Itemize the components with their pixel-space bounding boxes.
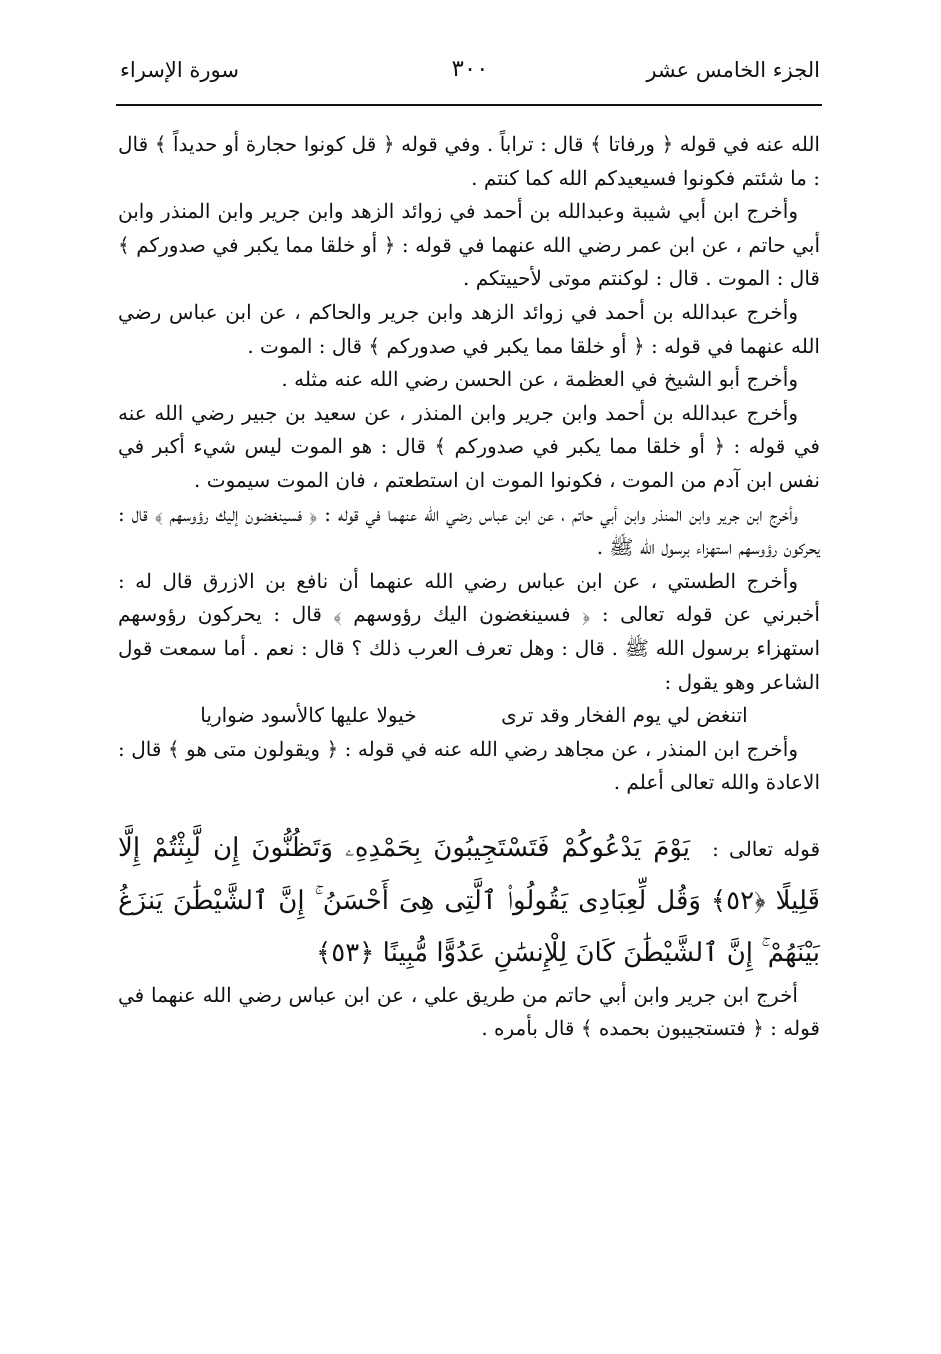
paragraph: الله عنه في قوله ﴿ ورفاتا ﴾ قال : تراباً . وفي قوله ﴿ قل كونوا حجارة أو حديداً ﴾ قال : ما شئتم فكونوا فسيعيدكم الله كما كنتم . (118, 132, 820, 190)
paragraph: أخرج ابن جرير وابن أبي حاتم من طريق علي ، عن ابن عباس رضي الله عنهما في قوله : ﴿ فتستجيبون بحمده ﴾ قال بأمره . (118, 982, 820, 1041)
poem-hemistich-1: اتنغض لي يوم الفخار وقد ترى (501, 703, 748, 728)
paragraph: وأخرج عبدالله بن أحمد وابن جرير وابن المنذر ، عن سعيد بن جبير رضي الله عنه في قوله : ﴿ أو خلقا مما يكبر في صدوركم ﴾ قال : هو الموت ليس شيء أكبر في نفس ابن آدم من الموت ، فكونوا الموت ان استطعتم ، فان الموت سيموت . (118, 400, 820, 492)
verse-text: يَوْمَ يَدْعُوكُمْ فَتَسْتَجِيبُونَ بِحَمْدِهِۦ وَتَظُنُّونَ إِن لَّبِثْتُمْ إِلَّا قَلِيلًا ﴿٥٢﴾ وَقُل لِّعِبَادِى يَقُولُوا۟ ٱلَّتِى هِىَ أَحْسَنُ ۚ إِنَّ ٱلشَّيْطَٰنَ يَنزَغُ بَيْنَهُمْ ۚ إِنَّ ٱلشَّيْطَٰنَ كَانَ لِلْإِنسَٰنِ عَدُوًّا مُّبِينًا ﴿٥٣﴾ (118, 832, 820, 968)
paragraph: وأخرج ابن المنذر ، عن مجاهد رضي الله عنه في قوله : ﴿ ويقولون متى هو ﴾ قال : الاعادة والله تعالى أعلم . (118, 736, 820, 795)
paragraph: وأخرج الطستي ، عن ابن عباس رضي الله عنهما أن نافع بن الازرق قال له : أخبرني عن قوله تعالى : ﴿ فسينغضون اليك رؤوسهم ﴾ قال : يحركون رؤوسهم استهزاء برسول الله ﷺ . قال : وهل تعرف العرب ذلك ؟ قال : نعم . أما سمعت قول الشاعر وهو يقول : (118, 568, 820, 694)
poem-verse (118, 699, 820, 733)
page-header (120, 54, 820, 94)
header-rule (116, 104, 822, 106)
poem-hemistich-2: خيولا عليها كالأسود ضواريا (200, 703, 417, 728)
quran-verse-block (118, 822, 820, 979)
paragraph: وأخرج عبدالله بن أحمد في زوائد الزهد وابن جرير والحاكم ، عن ابن عباس رضي الله عنهما في قوله : ﴿ أو خلقا مما يكبر في صدوركم ﴾ قال : الموت . (118, 299, 820, 358)
paragraph: وأخرج أبو الشيخ في العظمة ، عن الحسن رضي الله عنه مثله . (281, 367, 798, 392)
surah-title: سورة الإسراء (120, 58, 239, 82)
page-number: ٣٠٠ (451, 56, 489, 82)
paragraph: وأخرج ابن أبي شيبة وعبدالله بن أحمد في زوائد الزهد وابن جرير وابن المنذر وابن أبي حاتم ، عن ابن عمر رضي الله عنهما في قوله : ﴿ أو خلقا مما يكبر في صدوركم ﴾ قال : الموت . قال : لوكنتم موتى لأحييتكم . (118, 199, 820, 291)
paragraph: وأخرج ابن جرير وابن المنذر وابن أبي حاتم ، عن ابن عباس رضي الله عنهما في قوله : ﴿ فسينغضون إليك رؤوسهم ﴾ قال : يحركون رؤوسهم استهزاء برسول الله ﷺ . (118, 501, 820, 560)
page-body (118, 128, 820, 1046)
verse-lead: قوله تعالى : (712, 836, 821, 861)
part-title: الجزء الخامس عشر (646, 58, 820, 82)
